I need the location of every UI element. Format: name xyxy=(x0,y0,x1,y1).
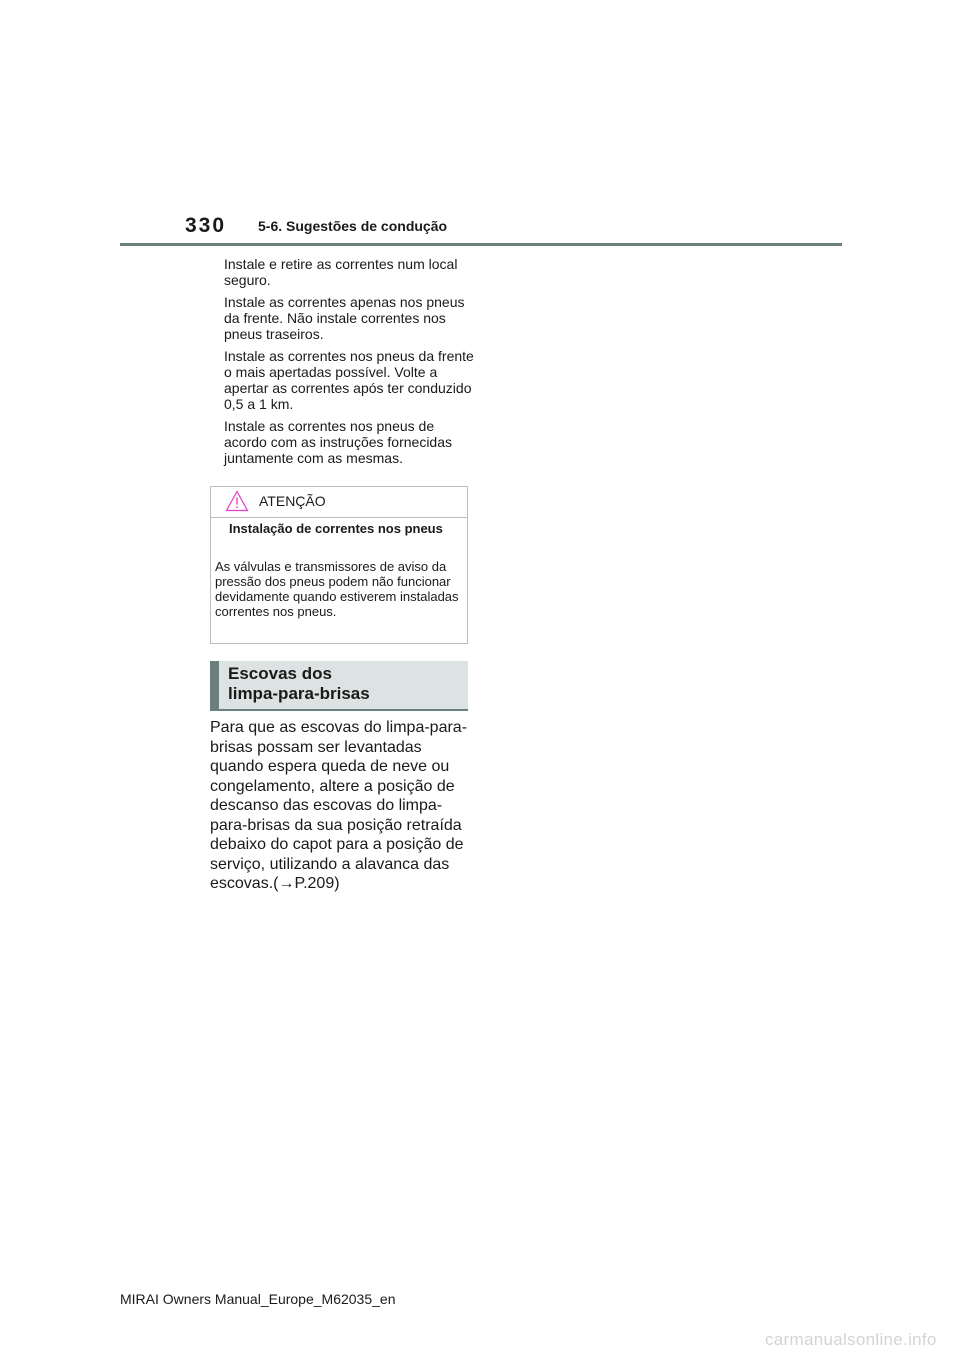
warning-title: ATENÇÃO xyxy=(259,493,326,509)
footer-manual-name: MIRAI Owners Manual_Europe_M62035_en xyxy=(120,1291,396,1307)
page-number: 330 xyxy=(185,214,227,237)
section-title: 5-6. Sugestões de condução xyxy=(258,218,448,234)
warning-subtitle: Instalação de correntes nos pneus xyxy=(229,521,443,536)
section-heading-line2: limpa-para-brisas xyxy=(228,684,370,703)
list-item: Instale e retire as correntes num local seguro. xyxy=(224,256,458,288)
warning-header xyxy=(211,487,467,518)
list-item: Instale as correntes nos pneus da frente o mais apertadas possível. Volte a apertar as correntes após ter conduzido 0,5 a 1 km. xyxy=(224,348,474,412)
list-item: Instale as correntes apenas nos pneus da frente. Não instale correntes nos pneus traseiros. xyxy=(224,294,465,342)
chain-installation-list xyxy=(224,256,474,472)
section-heading-text xyxy=(228,664,370,704)
heading-accent-bar xyxy=(210,661,219,709)
warning-box xyxy=(210,486,468,644)
section-heading xyxy=(210,661,468,711)
warning-triangle-icon xyxy=(225,490,249,512)
list-item: Instale as correntes nos pneus de acordo com as instruções fornecidas juntamente com as mesmas. xyxy=(224,418,452,466)
warning-body: As válvulas e transmissores de aviso da pressão dos pneus podem não funcionar devidamente quando estiverem instaladas correntes nos pneus. xyxy=(215,559,459,619)
header-divider xyxy=(120,243,842,246)
section-heading-line1: Escovas dos xyxy=(228,664,332,683)
wiper-paragraph: Para que as escovas do limpa-para-brisas possam ser levantadas quando espera queda de neve ou congelamento, altere a posição de descanso das escovas do limpa-para-brisas da sua posição retraída debaixo do capot para a posição de serviço, utilizando a alavanca das escovas.(→P.209) xyxy=(210,719,468,892)
watermark: carmanualsonline.info xyxy=(765,1330,937,1349)
